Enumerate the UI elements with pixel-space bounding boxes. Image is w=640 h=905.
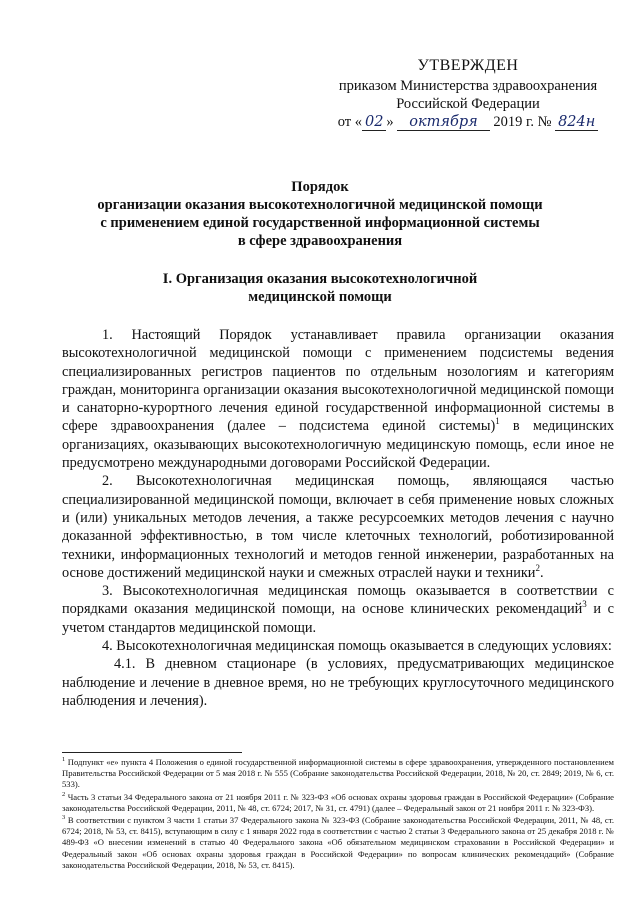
document-title-line: с применением единой государственной информационной системы (100, 215, 540, 231)
section-title-line: медицинской помощи (248, 289, 392, 305)
paragraph-4-1: 4.1. В дневном стационаре (в условиях, предусматривающих медицинское наблюдение и лечение в дневное время, но не требующих круглосуточного медицинского наблюдения и лечения). (62, 656, 614, 709)
order-prefix: от « (337, 114, 362, 130)
footnote-2-text: Часть 3 статьи 34 Федерального закона от 21 ноября 2011 г. № 323-ФЗ «Об основах охраны здоровья граждан в Российской Федерации» (Собрание законодательства Российской Федерации, 2011, № 48, ст. 6724; 2017, № 31, ст. 4791) (далее – Федеральный закон от 21 ноября 2011 г. № 323-ФЗ). (62, 791, 614, 813)
footnote-3-text: В соответствии с пунктом 3 части 1 статьи 37 Федерального закона № 323-ФЗ (Собрание законодательства Российской Федерации, 2011, № 48, ст. 6724; 2018, № 53, ст. 8415), вступающим в силу с 1 января 2022 года в соответствии с частью 2 статьи 3 Федерального закона от 25 декабря 2018 г. № 489-ФЗ «О внесении изменений в статью 40 Федерального закона «Об обязательном медицинском страховании в Российской Федерации» и Федеральный закон «Об основах охраны здоровья граждан в Российской Федерации» по вопросам клинических рекомендаций» (Собрание законодательства Российской Федерации, 2018, № 53, ст. 8415). (62, 815, 614, 870)
document-title-line: в сфере здравоохранения (237, 233, 403, 249)
paragraph-1 (62, 326, 614, 472)
paragraph-3 (62, 582, 614, 637)
document-title-line: Порядок (291, 179, 349, 195)
paragraph-1-text-end: в медицинских организациях, оказывающих высокотехнологичную медицинскую помощь, если иное не предусмотрено международными договорами Российской Федерации. (62, 418, 614, 472)
footnote-1-number: 1 (62, 756, 66, 764)
paragraph-2-text: 2. Высокотехнологичная медицинская помощь, являющаяся частью специализированной медицинской помощи, включает в себя применение новых сложных и (или) уникальных методов лечения, а также ресурсоемких методов лечения с научно доказанной эффективностью, в том числе клеточных технологий, роботизированной техники, информационных технологий и методов генной инженерии, разработанных на основе достижений медицинской науки и смежных отраслей науки и техники (62, 473, 614, 581)
paragraph-3-text: 3. Высокотехнологичная медицинская помощь оказывается в соответствии с порядками оказания медицинской помощи, на основе клинических рекомендаций (62, 583, 614, 618)
footnote-divider (62, 752, 242, 753)
footnote-1 (62, 757, 614, 791)
footnote-3-number: 3 (62, 814, 66, 822)
order-year: 2019 г. № (493, 114, 552, 130)
section-title-line: I. Организация оказания высокотехнологичной (162, 271, 478, 287)
footnote-1-text: Подпункт «е» пункта 4 Положения о единой государственной информационной системы в сфере здравоохранения, утвержденного постановлением Правительства Российской Федерации от 5 мая 2018 г. № 555 (Собрание законодательства Российской Федерации, 2018, № 20, ст. 2849; 2019, № 6, ст. 533). (62, 757, 614, 790)
footnote-2-number: 2 (62, 790, 66, 798)
approval-line-1: приказом Министерства здравоохранения (338, 78, 598, 94)
footnote-3 (62, 815, 614, 871)
paragraph-2 (62, 472, 614, 582)
section-title (80, 270, 560, 306)
approval-line-2: Российской Федерации (396, 96, 540, 112)
order-day-handwritten: 02 (362, 115, 386, 131)
approval-block (318, 57, 618, 131)
footnote-2 (62, 792, 614, 814)
document-title-line: организации оказания высокотехнологичной медицинской помощи (97, 197, 543, 213)
footnotes (62, 757, 614, 872)
order-mid: » (386, 114, 394, 130)
document-body (62, 326, 614, 710)
footnote-ref-3: 3 (582, 599, 587, 610)
paragraph-1-text: 1. Настоящий Порядок устанавливает правила организации оказания высокотехнологичной медицинской помощи с применением подсистемы ведения специализированных регистров пациентов по отдельным нозологиям и категориям граждан, мониторинга организации оказания высокотехнологичной медицинской помощи и санаторно-курортного лечения единой государственной информационной системы в сфере здравоохранения (далее – подсистема единой системы) (62, 327, 614, 435)
paragraph-3-text-end: и с учетом стандартов медицинской помощи. (62, 601, 614, 636)
paragraph-2-text-end: . (539, 564, 544, 581)
document-title (80, 178, 560, 250)
paragraph-4: 4. Высокотехнологичная медицинская помощь оказывается в следующих условиях: (102, 638, 612, 655)
footnote-ref-1: 1 (495, 416, 500, 427)
approval-title: УТВЕРЖДЕН (417, 57, 519, 74)
order-line (318, 113, 618, 131)
order-number-handwritten: 824н (555, 115, 598, 131)
order-month-handwritten: октября (397, 115, 489, 131)
footnote-ref-2: 2 (535, 563, 540, 574)
